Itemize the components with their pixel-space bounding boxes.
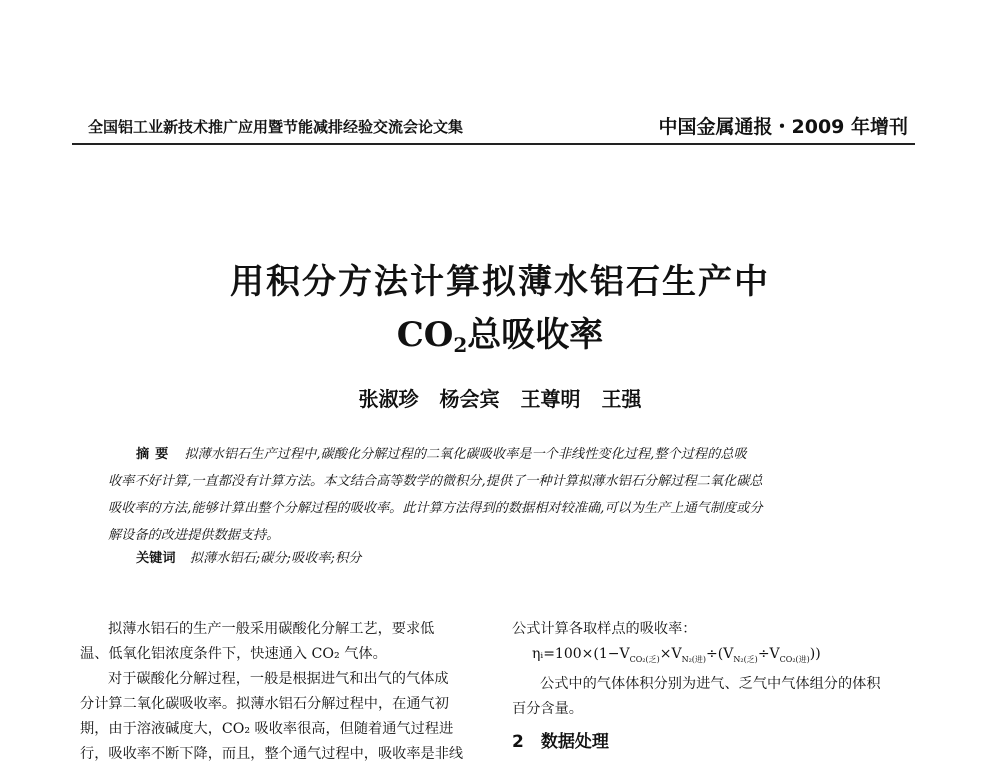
keywords-label: 关键词	[136, 551, 176, 566]
abstract-line: 解设备的改进提供数据支持。	[108, 528, 280, 543]
body-line: 期，由于溶液碱度大，CO₂ 吸收率很高，但随着通气过程进	[80, 721, 454, 737]
title-suffix: 总吸收率	[467, 315, 604, 355]
absorption-formula: $\eta ᵢ=100\times(1-V_{CO_2(乏)}\times V_{N_2(进)}\div(V_{N_2(乏)}\div V_{CO_2(进)}))$	[532, 646, 821, 664]
body-line: 公式计算各取样点的吸收率：	[512, 621, 697, 637]
author-name: 杨会宾	[439, 387, 500, 411]
keywords	[136, 547, 361, 566]
abstract-line: 摘要 拟薄水铝石生产过程中,碳酸化分解过程的二氧化碳吸收率是一个非线性变化过程,整个过程的总吸	[136, 447, 747, 462]
running-header-proceedings: 全国铝工业新技术推广应用暨节能减排经验交流会论文集	[88, 118, 464, 136]
body-line: 对于碳酸化分解过程，一般是根据进气和出气的气体成	[108, 671, 449, 687]
abstract-line: 收率不好计算,一直都没有计算方法。本文结合高等数学的微积分,提供了一种计算拟薄水铝石分解过程二氧化碳总	[108, 474, 763, 489]
body-right-column	[512, 617, 922, 755]
title-co: CO	[396, 315, 454, 355]
author-name: 张淑珍	[358, 387, 419, 411]
body-line: 分计算二氧化碳吸收率。拟薄水铝石分解过程中，在通气初	[80, 696, 449, 712]
abstract-line: 吸收率的方法,能够计算出整个分解过程的吸收率。此计算方法得到的数据相对较准确,可以为生产上通气制度或分	[108, 501, 763, 516]
abstract-label: 摘要	[136, 447, 175, 462]
body-line: 拟薄水铝石的生产一般采用碳酸化分解工艺，要求低	[108, 621, 435, 637]
paper-title-line1: 用积分方法计算拟薄水铝石生产中	[230, 262, 770, 302]
section-heading: 2 数据处理	[512, 731, 609, 752]
body-line: 百分含量。	[512, 700, 583, 717]
header-rule	[72, 143, 915, 145]
author-name: 王尊明	[520, 387, 581, 411]
abstract	[108, 441, 888, 549]
author-list	[0, 383, 1000, 412]
body-left-column	[80, 617, 490, 767]
body-line: 公式中的气体体积分别为进气、乏气中气体组分的体积	[540, 675, 881, 692]
body-line: 行，吸收率不断下降，而且，整个通气过程中，吸收率是非线	[80, 746, 464, 762]
paper-title-line2	[0, 307, 1000, 357]
title-subscript: 2	[453, 333, 468, 357]
body-line: 温、低氧化铝浓度条件下，快速通入 CO₂ 气体。	[80, 646, 387, 662]
running-header-journal: 中国金属通报・2009 年增刊	[658, 116, 908, 138]
keywords-value: 拟薄水铝石;碳分;吸收率;积分	[189, 551, 362, 566]
author-name: 王强	[601, 387, 642, 411]
